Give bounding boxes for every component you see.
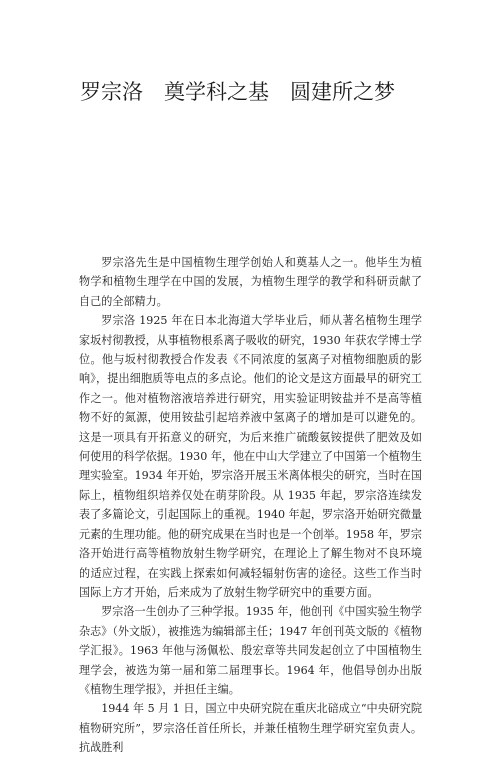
paragraph-institute: 1944 年 5 月 1 日，国立中央研究院在重庆北碚成立“中央研究院植物研究所”，罗宗洛任首任所长，并兼任植物生理学研究室负责人。抗战胜利	[79, 702, 422, 755]
body-text	[79, 253, 422, 758]
paragraph-research: 罗宗洛 1925 年在日本北海道大学毕业后，师从著名植物生理学家坂村彻教授，从事植物根系离子吸收的研究，1930 年获农学博士学位。他与坂村彻教授合作发表《不同浓度的氢离子对植物细胞质的影响》，提出细胞质等电点的多点论。他们的论文是这方面最早的研究工作之一。他对植物溶液培养进行研究，用实验证明铵盐并不是高等植物不好的氮源，使用铵盐引起培养液中氢离子的增加是可以避免的。这是一项具有开拓意义的研究，为后来推广硫酸氨铵提供了肥效及如何使用的科学依据。1930 年，他在中山大学建立了中国第一个植物生理实验室。1934 年开始，罗宗洛开展玉米离体根尖的研究，当时在国际上，植物组织培养仅处在萌芽阶段。从 1935 年起，罗宗洛连续发表了多篇论文，引起国际上的重视。1940 年起，罗宗洛开始研究微量元素的生理功能。他的研究成果在当时也是一个创举。1958 年，罗宗洛开始进行高等植物放射生物学研究，在理论上了解生物对不良环境的适应过程，在实践上探索如何减轻辐射伤害的途径。这些工作当时国际上方才开始，后来成为了放射生物学研究中的重要方面。	[79, 314, 422, 599]
chapter-title: 罗宗洛 奠学科之基 圆建所之梦	[80, 80, 395, 104]
paragraph-intro: 罗宗洛先生是中国植物生理学创始人和奠基人之一。他毕生为植物学和植物生理学在中国的发展，为植物生理学的教学和科研贡献了自己的全部精力。	[79, 256, 422, 308]
paragraph-journals: 罗宗洛一生创办了三种学报。1935 年，他创刊《中国实验生物学杂志》（外文版），被推选为编辑部主任；1947 年创刊英文版的《植物学汇报》。1963 年他与汤佩松、殷宏章等共同发起创立了中国植物生理学会，被选为第一届和第二届理事长。1964 年，他倡导创办出版《植物生理学报》，并担任主编。	[79, 605, 422, 696]
